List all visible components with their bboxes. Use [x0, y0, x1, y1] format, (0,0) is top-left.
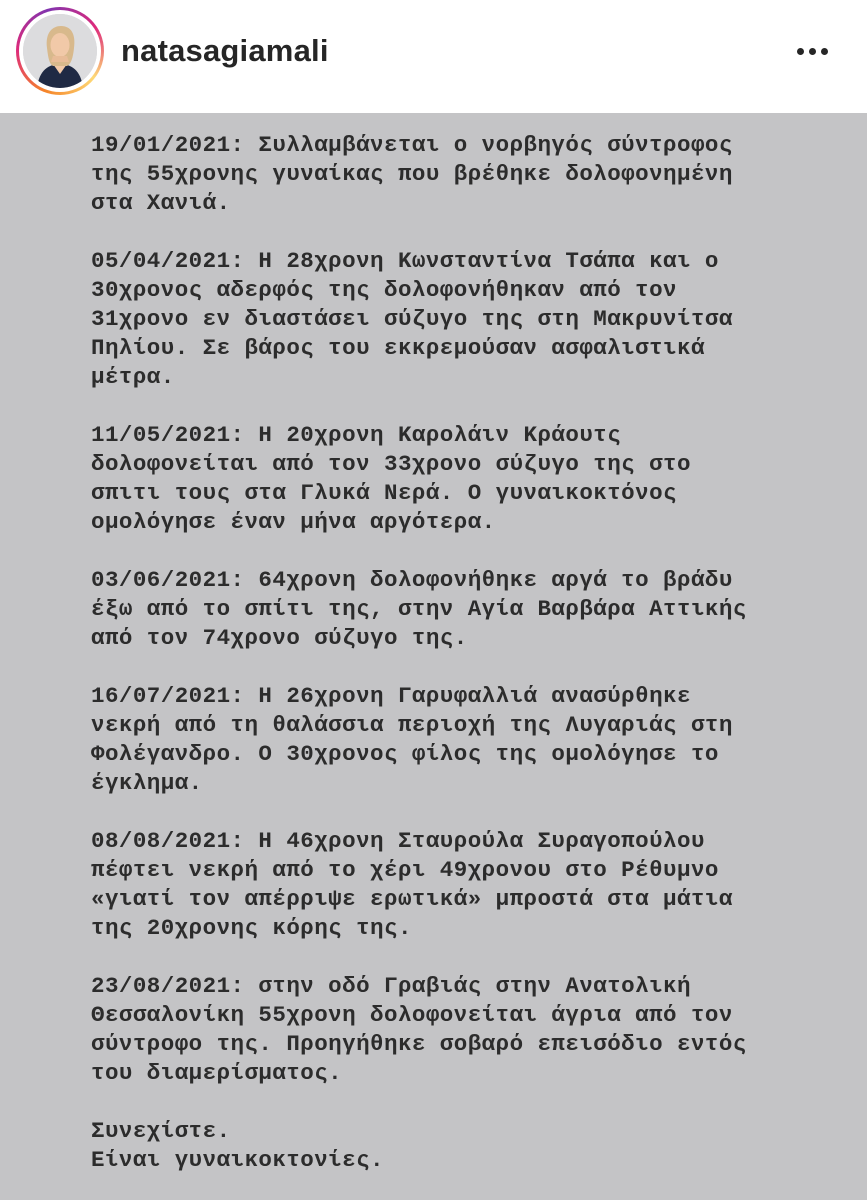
timeline-entry: 08/08/2021: Η 46χρονη Σταυρούλα Συραγοπούλου πέφτει νεκρή από το χέρι 49χρονου στο Ρέθυμνο «γιατί τον απέρριψε ερωτικά» μπροστά στα μάτια της 20χρονης κόρης της. — [91, 828, 733, 941]
more-options-icon[interactable] — [793, 36, 839, 66]
timeline-entry: 23/08/2021: στην οδό Γραβιάς στην Ανατολική Θεσσαλονίκη 55χρονη δολοφονείται άγρια από τον σύντροφο της. Προηγήθηκε σοβαρό επεισόδιο εντός του διαμερίσματος. — [91, 973, 747, 1086]
username[interactable]: natasagiamali — [121, 33, 329, 68]
avatar[interactable] — [23, 14, 97, 88]
post-header — [0, 0, 867, 113]
closing-text: Συνεχίστε. Είναι γυναικοκτονίες. — [91, 1118, 384, 1173]
profile-photo-icon — [23, 14, 97, 88]
timeline-entry: 03/06/2021: 64χρονη δολοφονήθηκε αργά το βράδυ έξω από το σπίτι της, στην Αγία Βαρβάρα Αττικής από τον 74χρονο σύζυγο της. — [91, 567, 747, 651]
story-ring[interactable] — [16, 7, 104, 95]
timeline-entry: 05/04/2021: Η 28χρονη Κωνσταντίνα Τσάπα και ο 30χρονος αδερφός της δολοφονήθηκαν από τον 31χρονο εν διαστάσει σύζυγο της στη Μακρυνίτσα Πηλίου. Σε βάρος του εκκρεμούσαν ασφαλιστικά μέτρα. — [91, 248, 733, 390]
post-image — [0, 113, 867, 1200]
post-text — [91, 131, 831, 1175]
timeline-entry: 16/07/2021: Η 26χρονη Γαρυφαλλιά ανασύρθηκε νεκρή από τη θαλάσσια περιοχή της Λυγαριάς στη Φολέγανδρο. Ο 30χρονος φίλος της ομολόγησε το έγκλημα. — [91, 683, 733, 796]
timeline-entry: 19/01/2021: Συλλαμβάνεται ο νορβηγός σύντροφος της 55χρονης γυναίκας που βρέθηκε δολοφονημένη στα Χανιά. — [91, 132, 733, 216]
timeline-entry: 11/05/2021: Η 20χρονη Καρολάιν Κράουτς δολοφονείται από τον 33χρονο σύζυγο της στο σπιτι τους στα Γλυκά Νερά. Ο γυναικοκτόνος ομολόγησε έναν μήνα αργότερα. — [91, 422, 691, 535]
